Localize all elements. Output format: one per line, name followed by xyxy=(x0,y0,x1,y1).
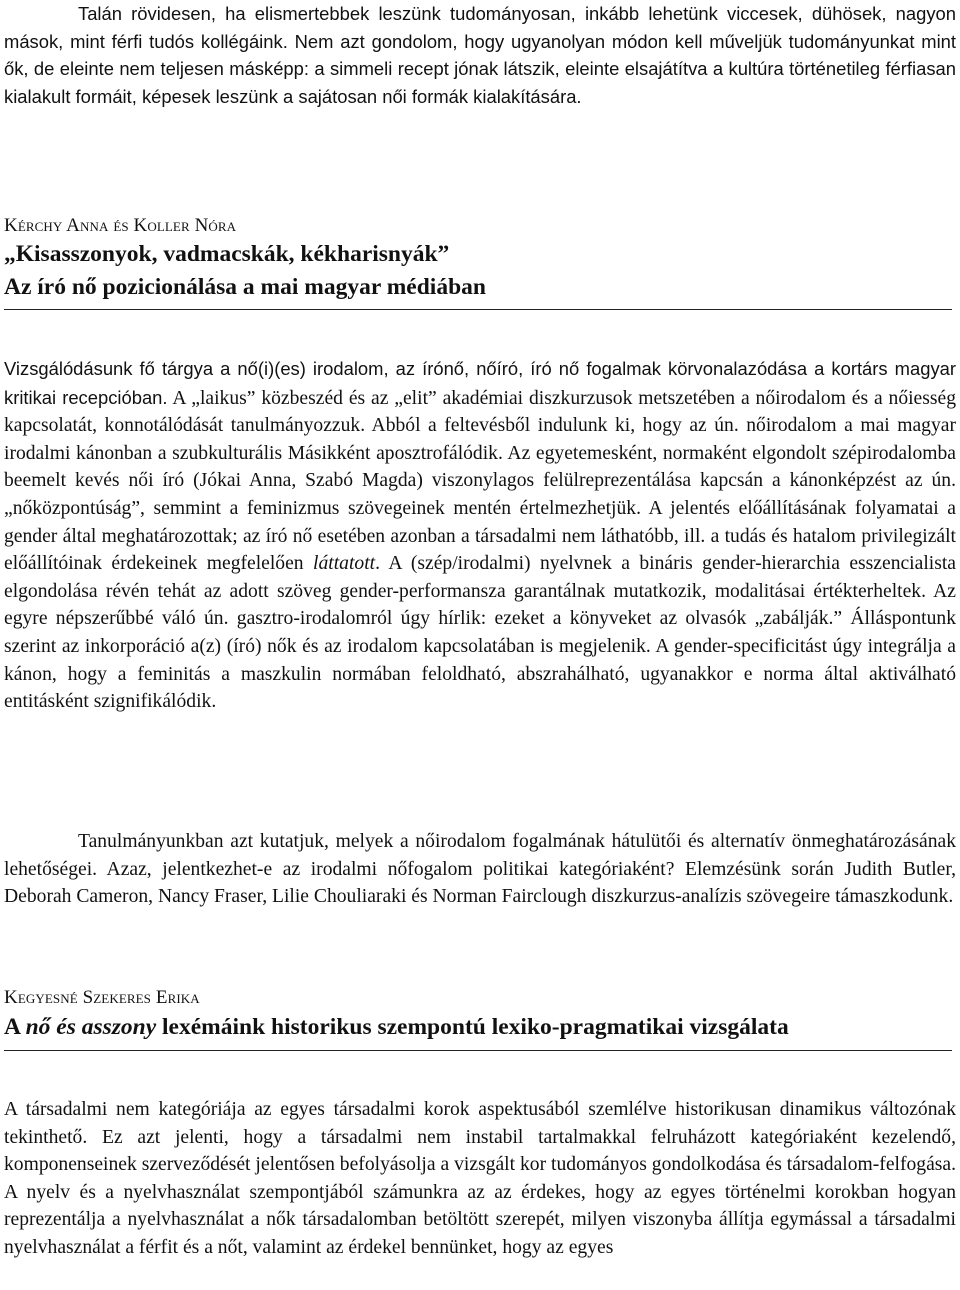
section1-abstract-body: A „laikus” közbeszéd és az „elit” akadémiai diszkurzusok metszetében a nőirodalom és a nőiesség kapcsolatát, konnotálódását tanulmányozzuk. Abból a feltevésből indulunk ki, hogy az ún. nőirodalom a mai magyar irodalmi kánonban a szubkulturális Másikként aposztrofálódik. Az egyetemesként, normaként elgondolt szépirodalomba beemelt kevés női író (Jókai Anna, Szabó Magda) viszonylagos felülreprezentálása kapcsán a kánonképzést az ún. „nőközpontúság”, semmint a feminizmus szövegeinek mentén értelmezhetjük. A jelentés előállításának folyamatai a gender által meghatározottak; az író nő esetében azonban a társadalmi nem láthatóbb, ill. a tudás és hatalom privilegizált előállítóinak érdekeinek megfelelően xyxy=(4,387,956,575)
section2-divider xyxy=(4,1050,952,1051)
section1-abstract-body-cont: . A (szép/irodalmi) nyelvnek a bináris gender-hierarchia esszencialista elgondolása révén tehát az adott szöveg gender-performansza garantálnak mutatkozik, modalitásai értékterheltek. Az egyre népszerűbbé váló ún. gasztro-irodalomról úgy hírlik: ezeket a könyveket az olvasók „zabálják.” Álláspontunk szerint az inkorporáció a(z) (író) nők és az irodalom kapcsolatában is megjelenik. A gender-specificitást úgy integrálja a kánon, hogy a feminitás a maszkulin normában feloldható, abszrahálható, ugyanakkor e norma által aktiválható entitásként szignifikálódik. xyxy=(4,553,956,713)
section2-authors: Kegyesné Szekeres Erika xyxy=(4,987,200,1008)
section1-abstract-italic: láttatott xyxy=(313,553,376,575)
intro-paragraph: Talán rövidesen, ha elismertebbek leszünk tudományosan, inkább lehetünk viccesek, dühösek, nagyon mások, mint férfi tudós kollégáink. Nem azt gondolom, hogy ugyanolyan módon kell műveljük tudományunkat mint ők, de eleinte nem teljesen másképp: a simmeli recept jónak látszik, eleinte elsajátítva a kultúra történetileg férfiasan kialakult formáit, képesek leszünk a sajátosan női formák kialakítására. xyxy=(4,3,956,107)
section2-abstract: A társadalmi nem kategóriája az egyes társadalmi korok aspektusából szemlélve historikusan dinamikus változónak tekinthető. Ez azt jelenti, hogy a társadalmi nem instabil tartalmakkal felruházott kategóriaként kezelendő, komponenseinek szerveződését jelentősen befolyásolja a vizsgált kor tudományos gondolkodása és társadalom-felfogása. A nyelv és a nyelvhasználat szempontjából számunkra az az érdekes, hogy az egyes történelmi korokban hogyan reprezentálja a nyelvhasználat a nők társadalomban betöltött szerepét, milyen viszonyba állítja egymással a társadalmi nyelvhasználat a férfit és a nőt, valamint az érdekel bennünket, hogy az egyes xyxy=(4,1099,956,1258)
section1-subtitle: Az író nő pozicionálása a mai magyar médiában xyxy=(4,274,486,300)
section1-divider xyxy=(4,309,952,310)
section2-title-italic: nő és asszony xyxy=(25,1014,157,1040)
section1-title: „Kisasszonyok, vadmacskák, kékharisnyák” xyxy=(4,241,450,267)
section1-paragraph2: Tanulmányunkban azt kutatjuk, melyek a nőirodalom fogalmának hátulütői és alternatív önmeghatározásának lehetőségei. Azaz, jelentkezhet-e az irodalmi nőfogalom politikai kategóriaként? Elemzésünk során Judith Butler, Deborah Cameron, Nancy Fraser, Lilie Chouliaraki és Norman Fairclough diszkurzus-analízis szövegeire támaszkodunk. xyxy=(4,831,956,908)
section2-title-prefix: A xyxy=(4,1014,26,1040)
section2-title-suffix: lexémáink historikus szempontú lexiko-pragmatikai vizsgálata xyxy=(156,1014,789,1040)
section2-title xyxy=(4,1012,789,1042)
section1-authors: Kérchy Anna és Koller Nóra xyxy=(4,215,237,236)
section1-abstract xyxy=(4,355,956,716)
section1-abstract-lead: Vizsgálódásunk fő tárgya a nő(i)(es) irodalom, az írónő, nőíró, író nő fogalmak körvonalazódása a kortárs magyar kritikai recepcióban. xyxy=(4,358,956,408)
